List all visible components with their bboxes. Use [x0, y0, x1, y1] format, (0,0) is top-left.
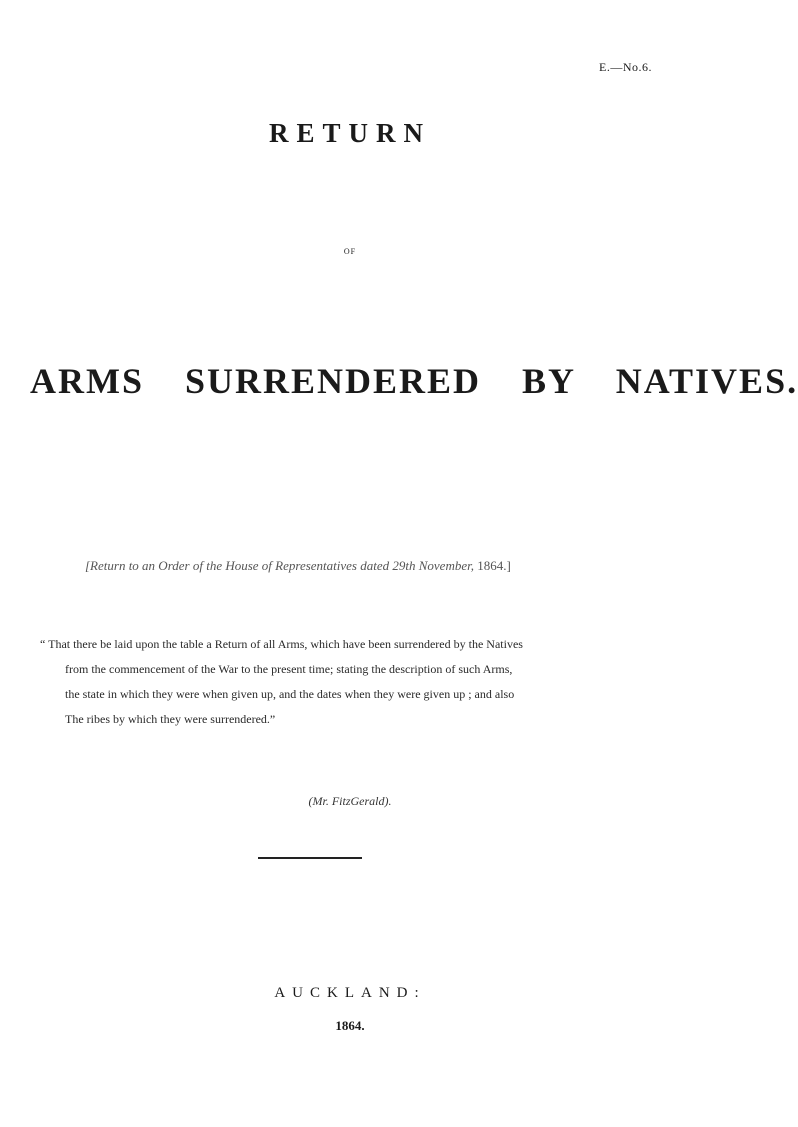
order-reference	[85, 558, 511, 574]
order-reference-year: 1864.]	[477, 558, 511, 573]
order-reference-text: [Return to an Order of the House of Representatives dated 29th November,	[85, 558, 478, 573]
mover-attribution: (Mr. FitzGerald).	[308, 794, 392, 808]
quote-line: the state in which they were when given up, and the dates when they were given up ; and also	[65, 687, 515, 701]
quote-line: “ That there be laid upon the table a Return of all Arms, which have been surrendered by the Natives	[40, 637, 523, 651]
divider-rule	[258, 857, 362, 859]
title-connector: OF	[343, 247, 357, 256]
document-subject: ARMS SURRENDERED BY NATIVES.	[30, 361, 798, 401]
imprint-place: AUCKLAND:	[274, 985, 426, 1001]
quote-line: from the commencement of the War to the present time; stating the description of such Arms,	[65, 662, 513, 676]
quote-line: The ribes by which they were surrendered.”	[65, 712, 276, 726]
resolution-quote	[40, 632, 570, 732]
document-title: RETURN	[268, 118, 431, 148]
imprint-year: 1864.	[335, 1018, 365, 1033]
paper-reference: E.—No.6.	[599, 60, 652, 74]
